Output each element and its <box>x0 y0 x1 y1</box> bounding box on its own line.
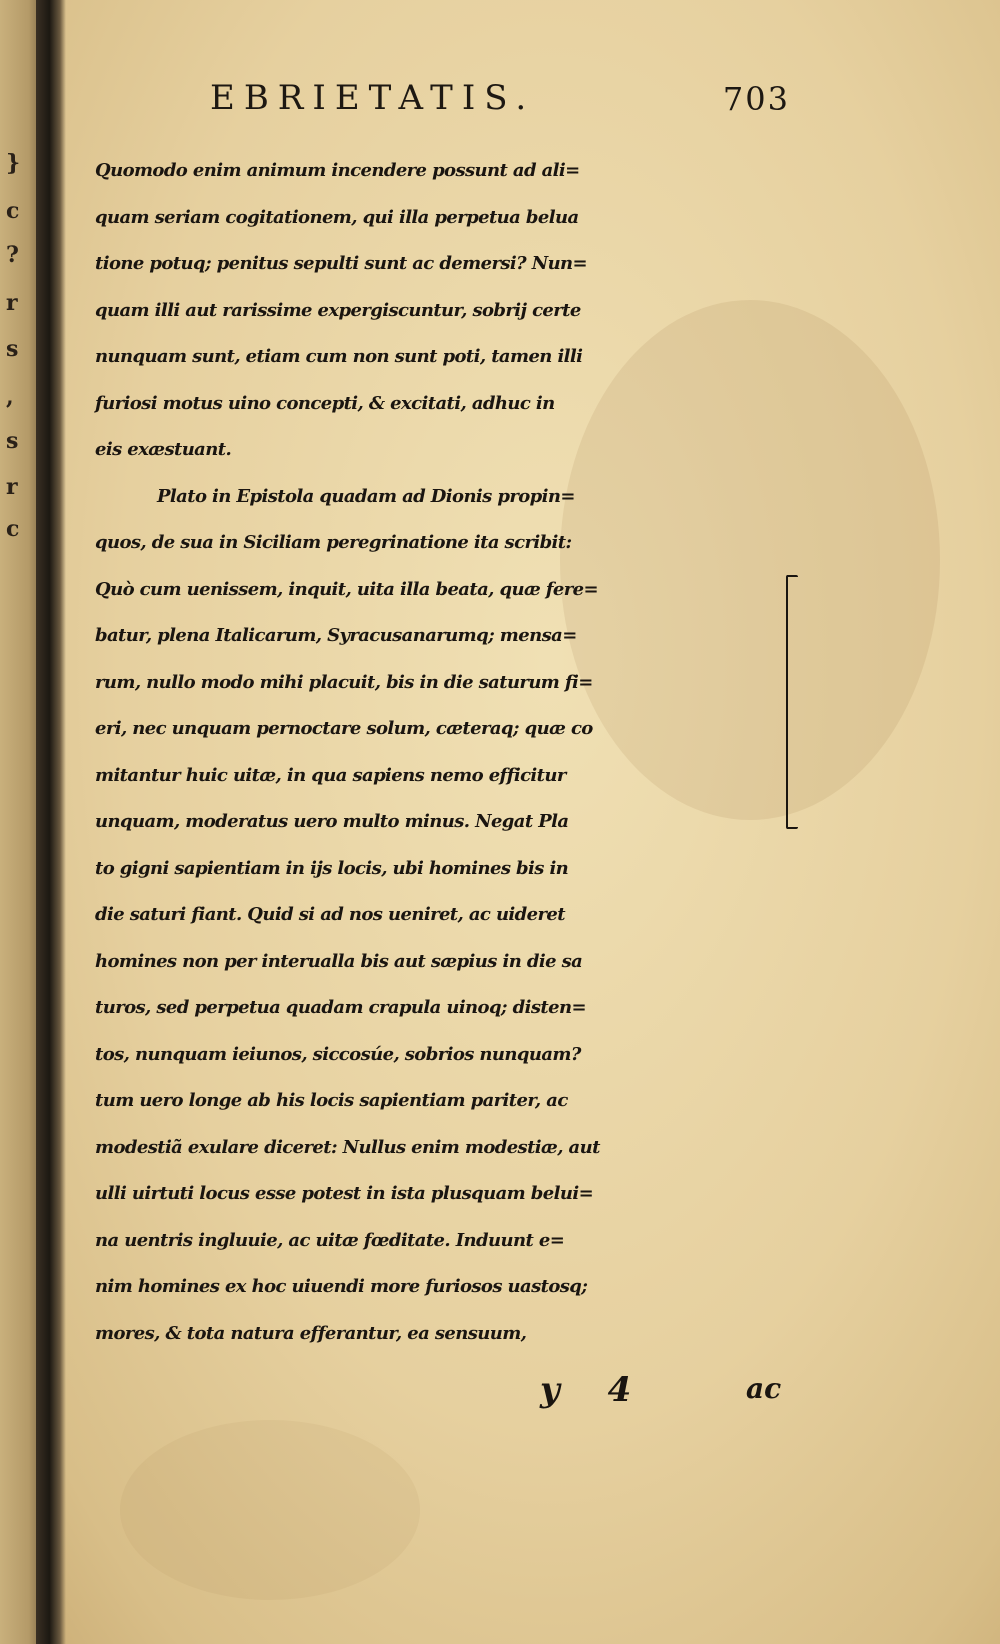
text-line: Quomodo enim animum incendere possunt ad ali= <box>95 160 580 181</box>
text-line: na uentris ingluuie, ac uitæ fœditate. Induunt e= <box>95 1229 565 1251</box>
book-gutter <box>36 0 66 1644</box>
text-line: to gigni sapientiam in ijs locis, ubi homines bis in <box>95 857 569 879</box>
text-line: quos, de sua in Siciliam peregrinatione ita scribit: <box>95 532 572 553</box>
paper-stain <box>120 1420 420 1600</box>
previous-page-marks <box>2 150 22 570</box>
prev-page-glyph: c <box>6 516 20 542</box>
text-line: furiosi motus uino concepti, & excitati, adhuc in <box>95 392 555 414</box>
text-line: Plato in Epistola quadam ad Dionis propin= <box>157 485 575 507</box>
page-number: 703 <box>722 80 790 118</box>
prev-page-glyph: } <box>6 150 21 176</box>
prev-page-glyph: r <box>6 290 18 316</box>
text-line: eis exæstuant. <box>95 439 232 460</box>
prev-page-glyph: c <box>6 198 20 224</box>
text-line: turos, sed perpetua quadam crapula uinoq; disten= <box>95 997 586 1018</box>
prev-page-glyph: s <box>6 336 19 362</box>
text-line: eri, nec unquam pernoctare solum, cæteraq; quæ co <box>95 718 593 739</box>
signature-mark: y 4 <box>540 1370 650 1410</box>
text-line: unquam, moderatus uero multo minus. Negat Pla <box>95 811 569 832</box>
text-line: die saturi fiant. Quid si ad nos ueniret, ac uideret <box>95 904 565 925</box>
prev-page-glyph: r <box>6 474 18 500</box>
text-line: batur, plena Italicarum, Syracusanarumq; mensa= <box>95 625 577 646</box>
prev-page-glyph: ? <box>6 242 19 268</box>
text-line: quam illi aut rarissime expergiscuntur, sobrij certe <box>95 299 581 321</box>
text-line: ulli uirtuti locus esse potest in ista plusquam belui= <box>95 1183 594 1204</box>
marginal-quote-bracket <box>786 575 798 829</box>
text-line: tum uero longe ab his locis sapientiam pariter, ac <box>95 1090 568 1111</box>
body-text <box>95 148 795 1357</box>
text-line: mitantur huic uitæ, in qua sapiens nemo efficitur <box>95 764 566 786</box>
prev-page-glyph: , <box>6 384 14 410</box>
running-header <box>210 78 790 122</box>
text-line: nunquam sunt, etiam cum non sunt poti, tamen illi <box>95 346 583 367</box>
text-line: homines non per interualla bis aut sæpius in die sa <box>95 950 583 972</box>
text-line: tos, nunquam ieiunos, siccosúe, sobrios nunquam? <box>95 1043 581 1065</box>
text-line: tione potuq; penitus sepulti sunt ac demersi? Nun= <box>95 253 588 274</box>
text-line: modestiã exulare diceret: Nullus enim modestiæ, aut <box>95 1136 600 1158</box>
prev-page-glyph: s <box>6 428 19 454</box>
text-line: Quò cum uenissem, inquit, uita illa beata, quæ fere= <box>95 578 598 600</box>
text-line: nim homines ex hoc uiuendi more furiosos uastosq; <box>95 1276 588 1297</box>
text-line: rum, nullo modo mihi placuit, bis in die saturum fi= <box>95 671 593 693</box>
running-title: EBRIETATIS. <box>210 78 536 118</box>
text-line: mores, & tota natura efferantur, ea sensuum, <box>95 1322 527 1344</box>
catchword: ac <box>746 1372 782 1405</box>
text-line: quam seriam cogitationem, qui illa perpetua belua <box>95 206 579 228</box>
